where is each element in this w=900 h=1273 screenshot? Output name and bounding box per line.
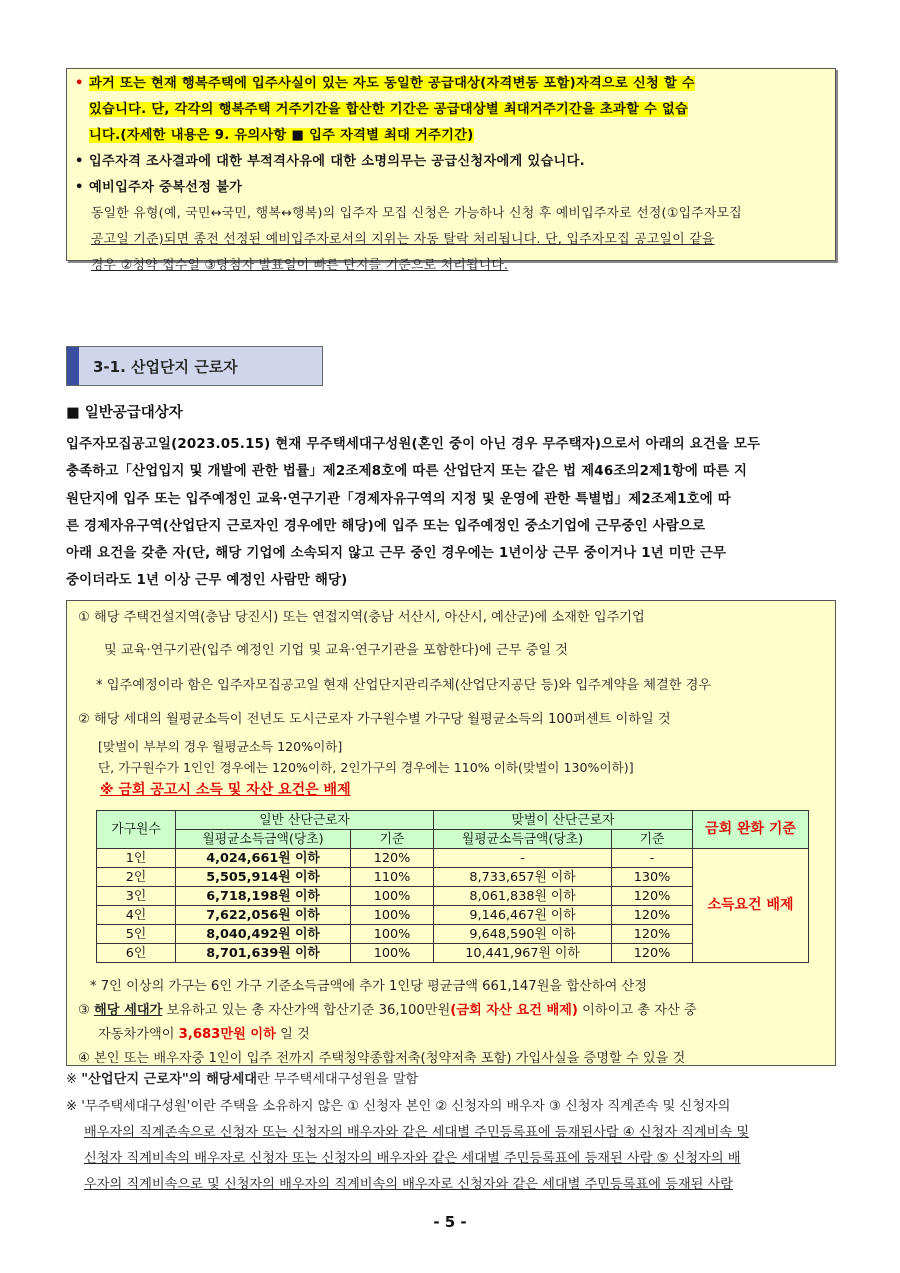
household-note: ※ "산업단지 근로자"의 해당세대란 무주택세대구성원을 말함 (66, 1072, 419, 1087)
table-note: * 7인 이상의 가구는 6인 가구 기준소득금액에 추가 1인당 평균금액 661,147원을 합산하여 산정 (90, 979, 647, 994)
notice-bullet-2: • 입주자격 조사결과에 대한 부적격사유에 대한 소명의무는 공급신청자에게 있습니다. (75, 154, 585, 169)
table-row: 5인 8,040,492원 이하 100% 9,648,590원 이하 120% (97, 925, 809, 944)
notice-bullet-3: • 예비입주자 중복선정 불가 (75, 180, 243, 195)
req-1-line-1: ① 해당 주택건설지역(충남 당진시) 또는 연접지역(충남 서산시, 아산시, 예산군)에 소재한 입주기업 (78, 610, 645, 625)
income-table: 가구원수 일반 산단근로자 맞벌이 산단근로자 금회 완화 기준 월평균소득금액(당초) 기준 월평균소득금액(당초) 기준 1인 4,024,661원 이하 120% - - 소득요건 배제 2인 5,505,914원 이하 110% 8,733,657원 이하 130% 3인 6,718,198원 이하 100% 8,061,838원 이하 120% 4인 7,622,056원 이하 100% 9,146,467원 이하 120% 5인 8,040,492원 이하 100% 9,648,590원 이하 120% 6인 8,701,639원 이하 100% 10,441,967원 이하 120% (96, 810, 809, 963)
req-1-line-2: 및 교육·연구기관(입주 예정인 기업 및 교육·연구기관을 포함한다)에 근무 중일 것 (104, 643, 569, 658)
table-row: 1인 4,024,661원 이하 120% - - 소득요건 배제 (97, 849, 809, 868)
table-row: 4인 7,622,056원 이하 100% 9,146,467원 이하 120% (97, 906, 809, 925)
definition-note-line-4: 우자의 직계비속으로 및 신청자의 배우자의 직계비속의 배우자로 신청자와 같은 세대별 주민등록표에 등재된 사람 (84, 1177, 734, 1192)
th-dual: 맞벌이 산단근로자 (434, 811, 693, 830)
intro-paragraph: 입주자모집공고일(2023.05.15) 현재 무주택세대구성원(혼인 중이 아닌 경우 무주택자)으로서 아래의 요건을 모두 충족하고「산업입지 및 개발에 관한 법률」제2조제8호에 따른 산업단지 또는 같은 법 제46조의2제1항에 따른 지 원단지에 입주 또는 입주예정인 교육·연구기관「경제자유구역의 지정 및 운영에 관한 특별법」제2조제1호에 따 른 경제자유구역(산업단지 근로자인 경우에만 해당)에 입주 또는 입주예정인 중소기업에 근무중인 사람으로 아래 요건을 갖춘 자(단, 해당 기업에 소속되지 않고 근무 중인 경우에는 1년이상 근무 중이거나 1년 미만 근무 중이더라도 1년 이상 근무 예정인 사람만 해당) (66, 437, 761, 589)
req-1-note: * 입주예정이라 함은 입주자모집공고일 현재 산업단지관리주체(산업단지공단 등)와 입주계약을 체결한 경우 (96, 678, 712, 693)
table-row: 3인 6,718,198원 이하 100% 8,061,838원 이하 120% (97, 887, 809, 906)
definition-note-line-3: 신청자 직계비속의 배우자로 신청자 또는 신청자의 배우자와 같은 세대별 주민등록표에 등재된 사람 ⑤ 신청자의 배 (84, 1151, 741, 1166)
section-header (66, 346, 323, 386)
definition-note-line-1: ※ '무주택세대구성원'이란 주택을 소유하지 않은 ① 신청자 본인 ② 신청자의 배우자 ③ 신청자 직계존속 및 신청자의 (66, 1099, 731, 1114)
exemption-note: ※ 금회 공고시 소득 및 자산 요건은 배제 (100, 782, 351, 798)
table-row: 2인 5,505,914원 이하 110% 8,733,657원 이하 130% (97, 868, 809, 887)
notice-bullet-1: • 과거 또는 현재 행복주택에 입주사실이 있는 자도 동일한 공급대상(자격변동 포함)자격으로 신청 할 수 (75, 71, 827, 97)
definition-note-line-2: 배우자의 직계존속으로 신청자 또는 신청자의 배우자와 같은 세대별 주민등록표에 등재된사람 ④ 신청자 직계비속 및 (84, 1125, 750, 1140)
req-2-line-2: [맞벌이 부부의 경우 월평균소득 120%이하] (98, 739, 343, 754)
th-household-size: 가구원수 (97, 811, 176, 849)
th-general: 일반 산단근로자 (176, 811, 434, 830)
req-4: ④ 본인 또는 배우자중 1인이 입주 전까지 주택청약종합저축(청약저축 포함) 가입사실을 증명할 수 있을 것 (78, 1051, 686, 1066)
req-2-line-3: 단, 가구원수가 1인인 경우에는 120%이하, 2인가구의 경우에는 110% 이하(맞벌이 130%이하)] (98, 760, 634, 775)
notice-bullet-3-desc: 동일한 유형(예, 국민↔국민, 행복↔행복)의 입주자 모집 신청은 가능하나 신청 후 예비입주자로 선정(①입주자모집 (91, 206, 742, 221)
req-3-line-1: ③ 해당 세대가 보유하고 있는 총 자산가액 합산기준 36,100만원(금회 자산 요건 배제) 이하이고 총 자산 중 (78, 1003, 697, 1018)
subheading: ■ 일반공급대상자 (66, 405, 183, 421)
req-2-line-1: ② 해당 세대의 월평균소득이 전년도 도시근로자 가구원수별 가구당 월평균소득의 100퍼센트 이하일 것 (78, 712, 671, 727)
relaxed-value: 소득요건 배제 (693, 849, 809, 963)
th-relaxed: 금회 완화 기준 (693, 811, 809, 849)
section-accent-bar (67, 347, 79, 385)
req-3-line-2: 자동차가액이 3,683만원 이하 일 것 (98, 1027, 310, 1042)
page-number: - 5 - (433, 1213, 467, 1231)
table-row: 6인 8,701,639원 이하 100% 10,441,967원 이하 120% (97, 944, 809, 963)
section-title: 3-1. 산업단지 근로자 (93, 358, 238, 376)
notice-box: • 과거 또는 현재 행복주택에 입주사실이 있는 자도 동일한 공급대상(자격변동 포함)자격으로 신청 할 수 있습니다. 단, 각각의 행복주택 거주기간을 합산한 기간은 공급대상별 최대거주기간을 초과할 수 없습 니다.(자세한 내용은 9. 유의사항 ■ 입주 자격별 최대 거주기간) • 입주자격 조사결과에 대한 부적격사유에 대한 소명의무는 공급신청자에게 있습니다. • 예비입주자 중복선정 불가 동일한 유형(예, 국민↔국민, 행복↔행복)의 입주자 모집 신청은 가능하나 신청 후 예비입주자로 선정(①입주자모집 공고일 기준)되면 종전 선정된 예비입주자로서의 지위는 자동 탈락 처리됩니다. 단, 입주자모집 공고일이 같을 경우 ②청약 접수일 ③당첨자 발표일이 빠른 단지를 기준으로 처리됩니다. (66, 68, 836, 261)
bullet-dot-icon: • (75, 76, 84, 91)
